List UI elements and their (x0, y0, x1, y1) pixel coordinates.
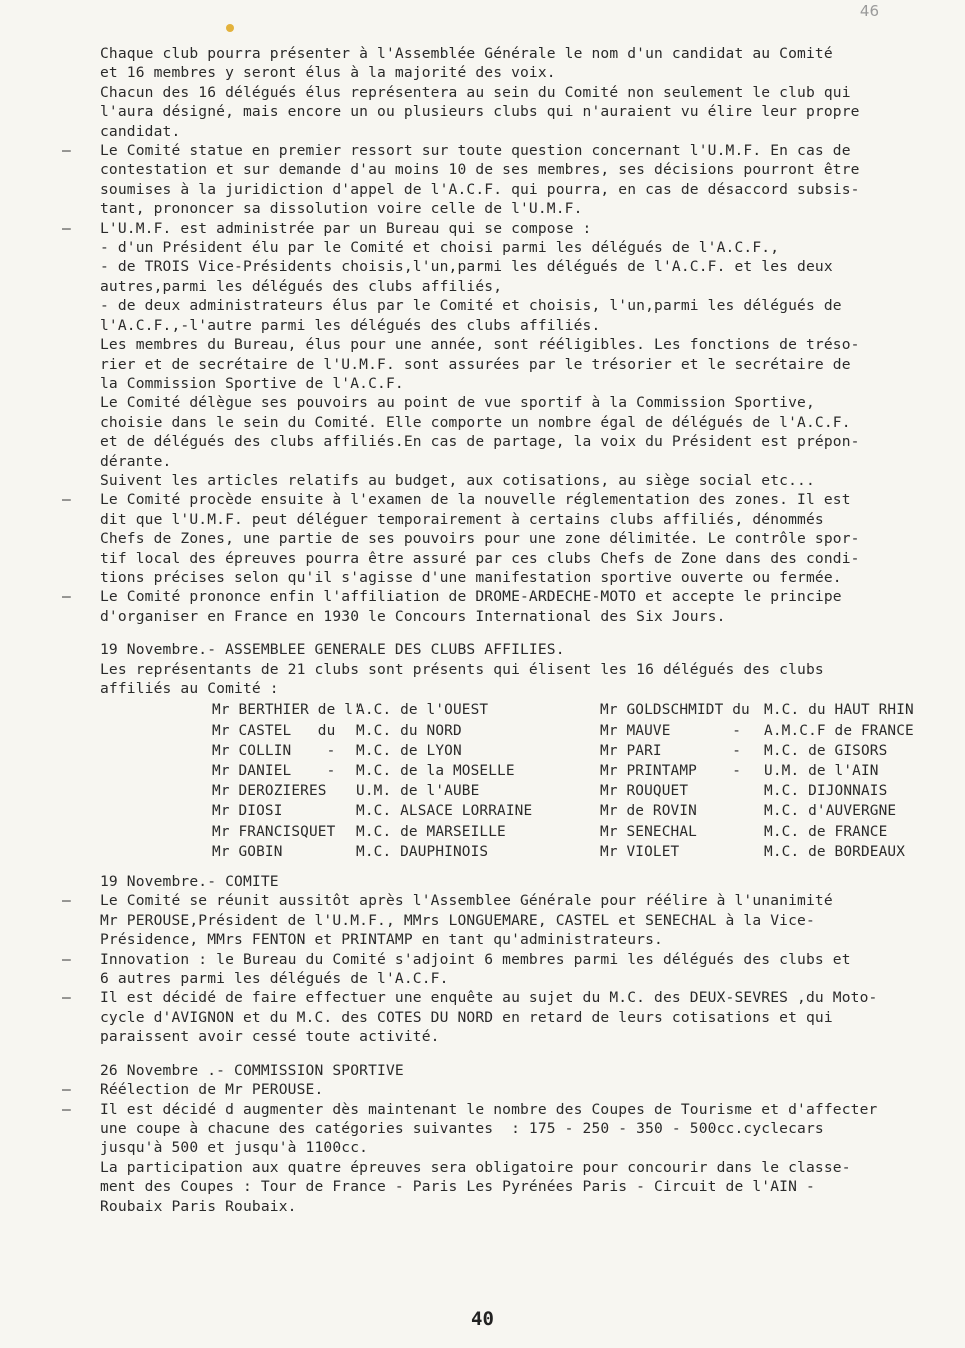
delegate-club: M.C. de MARSEILLE (356, 823, 506, 840)
delegate-club: M.C. de BORDEAUX (764, 843, 906, 860)
delegate-club: M.C. d'AUVERGNE (764, 803, 897, 820)
delegate-club: A.C. de l'OUEST (356, 702, 489, 719)
delegate-name: Mr CASTEL du (212, 722, 336, 739)
delegates-column-left (212, 700, 590, 862)
delegate-club: M.C. DAUPHINOIS (356, 843, 489, 860)
delegate-club: M.C. de FRANCE (764, 823, 888, 840)
ink-dot (226, 24, 234, 32)
delegate-name: Mr COLLIN - (212, 742, 336, 759)
paragraphs-top (100, 44, 958, 626)
delegate-club: U.M. de l'AUBE (356, 783, 480, 800)
bullet-paragraph: — Innovation : le Bureau du Comité s'adjoint 6 membres parmi les délégués des clubs et 6 autres parmi les délégués de l'A.C.F. (100, 950, 958, 989)
delegate-name: Mr de ROVIN (600, 803, 697, 820)
bullet-paragraph: — Le Comité prononce enfin l'affiliation de DROME-ARDECHE-MOTO et accepte le principe d'organiser en France en 1930 le Concours International des Six Jours. (100, 587, 958, 626)
delegate-club: M.C. de la MOSELLE (356, 763, 515, 780)
bullet-paragraph: — Le Comité procède ensuite à l'examen de la nouvelle réglementation des zones. Il est dit que l'U.M.F. peut déléguer temporairement à certains clubs affiliés, dénommés Chefs de Zones, une partie de ses pouvoirs pour une zone délimitée. Le contrôle spor- tif local des épreuves pourra être assuré par ces clubs Chefs de Zone dans des condi- tions précises selon qu'il s'agisse d'une manifestation sportive ouverte ou fermée. (100, 490, 958, 587)
delegate-name: Mr GOLDSCHMIDT du (600, 702, 750, 719)
delegate-name: Mr PRINTAMP - (600, 763, 742, 780)
paragraph: Le Comité délègue ses pouvoirs au point de vue sportif à la Commission Sportive, choisie dans le sein du Comité. Elle comporte un nombre égal de délégués de l'A.C.F. et de délégués des clubs affiliés.En cas de partage, la voix du Président est prépon- dérante. (100, 394, 860, 470)
bullet-paragraph: — Il est décidé d augmenter dès maintenant le nombre des Coupes de Tourisme et d'affecter une coupe à chacune des catégories suivantes : 175 - 250 - 350 - 500cc.cyclecars jusqu'à 500 et jusqu'à 1100cc. (100, 1100, 958, 1158)
delegate-club: M.C. du NORD (356, 722, 462, 739)
delegate-club: A.M.C.F de FRANCE (764, 722, 914, 739)
section-commission-sportive (100, 1061, 958, 1216)
document-body (100, 44, 958, 1216)
section-comite (100, 872, 958, 1047)
delegate-club: M.C. de GISORS (764, 742, 888, 759)
delegate-club: M.C. du HAUT RHIN (764, 702, 914, 719)
paragraph: Les représentants de 21 clubs sont présents qui élisent les 16 délégués des clubs affiliés au Comité : (100, 660, 824, 697)
delegate-name: Mr FRANCISQUET (212, 823, 336, 840)
delegate-club: M.C. DIJONNAIS (764, 783, 888, 800)
delegate-name: Mr DEROZIERES (212, 783, 327, 800)
delegate-club: U.M. de l'AIN (764, 763, 879, 780)
bullet-paragraph: — Il est décidé de faire effectuer une enquête au sujet du M.C. des DEUX-SEVRES ,du Moto- cycle d'AVIGNON et du M.C. des COTES DU NORD en retard de leurs cotisations et qui paraissent avoir cessé toute activité. (100, 988, 958, 1046)
bullet-paragraph: — Le Comité se réunit aussitôt après l'Assemblee Générale pour réélire à l'unanimité Mr PEROUSE,Président de l'U.M.F., MMrs LONGUEMARE, CASTEL et SENECHAL à la Vice- Présidence, MMrs FENTON et PRINTAMP en tant qu'administrateurs. (100, 891, 958, 949)
delegate-name: Mr GOBIN (212, 843, 283, 860)
bullet-paragraph: — Réélection de Mr PEROUSE. (100, 1080, 958, 1099)
section-assemblee-generale (100, 640, 958, 862)
delegate-club: M.C. ALSACE LORRAINE (356, 803, 533, 820)
delegates-table (212, 700, 958, 862)
delegate-name: Mr PARI - (600, 742, 742, 759)
bullet-paragraph: — Le Comité statue en premier ressort sur toute question concernant l'U.M.F. En cas de contestation et sur demande d'au moins 10 de ses membres, ses décisions pourront être soumises à la juridiction d'appel de l'A.C.F. qui pourra, en cas de désaccord subsis- tant, prononcer sa dissolution voire celle de l'U.M.F. (100, 141, 958, 219)
section-heading: 26 Novembre .- COMMISSION SPORTIVE (100, 1061, 404, 1079)
archive-page-number: 46 (859, 2, 879, 20)
delegate-name: Mr MAUVE - (600, 722, 742, 739)
bullet-paragraph: — L'U.M.F. est administrée par un Bureau qui se compose : - d'un Président élu par le Comité et choisi parmi les délégués de l'A.C.F., - de TROIS Vice-Présidents choisis,l'un,parmi les délégués de l'A.C.F. et les deux autres,parmi les délégués des clubs affiliés, - de deux administrateurs élus par le Comité et choisis, l'un,parmi les délégués de l'A.C.F.,-l'autre parmi les délégués des clubs affiliés. (100, 219, 958, 335)
delegate-name: Mr DANIEL - (212, 763, 336, 780)
paragraph: Les membres du Bureau, élus pour une année, sont rééligibles. Les fonctions de tréso- rier et de secrétaire de l'U.M.F. sont assurées par le trésorier et le secrétaire de la Commission Sportive de l'A.C.F. (100, 336, 860, 392)
delegate-name: Mr DIOSI (212, 803, 283, 820)
section-heading: 19 Novembre.- COMITE (100, 873, 279, 891)
delegate-name: Mr ROUQUET (600, 783, 689, 800)
delegate-name: Mr VIOLET (600, 843, 680, 860)
delegate-club: M.C. de LYON (356, 742, 462, 759)
paragraph: La participation aux quatre épreuves sera obligatoire pour concourir dans le classe- ment des Coupes : Tour de France - Paris Les Pyrénées Paris - Circuit de l'AIN - Roubaix Paris Roubaix. (100, 1158, 851, 1215)
paragraph: Chacun des 16 délégués élus représentera au sein du Comité non seulement le club qui l'aura désigné, mais encore un ou plusieurs clubs qui n'auraient vu élire leur propre candidat. (100, 83, 860, 140)
delegate-name: Mr BERTHIER de l' (212, 702, 362, 719)
section-heading: 19 Novembre.- ASSEMBLEE GENERALE DES CLUBS AFFILIES. (100, 641, 565, 659)
delegate-name: Mr SENECHAL (600, 823, 697, 840)
delegates-column-right (600, 700, 944, 862)
paragraph: Chaque club pourra présenter à l'Assemblée Générale le nom d'un candidat au Comité et 16 membres y seront élus à la majorité des voix. (100, 45, 833, 82)
page-number: 40 (471, 1308, 494, 1330)
paragraph: Suivent les articles relatifs au budget, aux cotisations, au siège social etc... (100, 471, 815, 489)
